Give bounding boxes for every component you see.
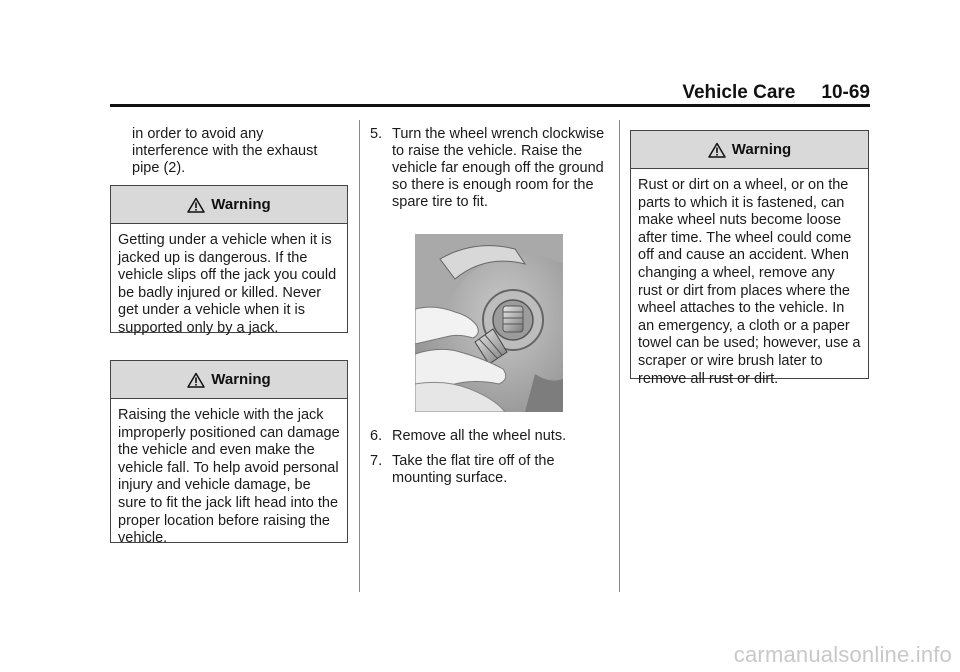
step-number: 7. [370,453,383,469]
step-text: Take the flat tire off of the mounting surface. [392,453,555,486]
warning-body: Getting under a vehicle when it is jacked up is dangerous. If the vehicle slips off the jack you could be badly injured or killed. Never get under a vehicle when it is supported only by a jack. [118,232,337,336]
section-title: Vehicle Care [682,82,796,103]
column-divider-1 [359,120,360,592]
header-rule [110,104,870,107]
warning-box-jacked-vehicle [110,185,348,336]
column-2-lower [370,428,606,487]
warning-title: Warning [731,141,792,158]
warning-triangle-icon [708,142,726,158]
watermark: carmanualsonline.info [733,642,952,667]
intro-paragraph: in order to avoid any interference with the exhaust pipe (2). [132,126,318,176]
warning-header [111,186,347,224]
warning-body: Rust or dirt on a wheel, or on the parts to which it is fastened, can make wheel nuts become loose after time. The wheel could come off and cause an accident. When changing a wheel, remove any rust or dirt from places where the wheel attaches to the vehicle. In an emergency, a cloth or a paper towel can be used; however, use a scraper or wire brush later to remove all rust or dirt. [638,177,861,387]
page-header [110,82,870,106]
step-text: Turn the wheel wrench clockwise to raise the vehicle. Raise the vehicle far enough off the ground so there is enough room for the spare tire to fit. [392,126,605,210]
warning-box-jack-position [110,360,348,547]
step-6 [370,428,606,445]
warning-body: Raising the vehicle with the jack improperly positioned can damage the vehicle and even make the vehicle fall. To help avoid personal injury and vehicle damage, be sure to fit the jack lift head into the proper location before raising the vehicle. [118,407,340,547]
column-divider-2 [619,120,620,592]
warning-triangle-icon [187,372,205,388]
step-text: Remove all the wheel nuts. [392,428,567,444]
warning-header [631,131,868,169]
warning-title: Warning [211,196,271,213]
warning-box-rust-dirt [630,130,869,387]
column-2 [370,126,606,211]
warning-triangle-icon [187,197,205,213]
step-number: 5. [370,126,383,142]
page-number: 10-69 [821,82,870,103]
wheel-nut-removal-photo [415,234,563,412]
step-7 [370,453,606,487]
column-1 [110,126,348,177]
warning-title: Warning [211,371,271,388]
step-number: 6. [370,428,383,444]
step-5 [370,126,606,211]
warning-header [111,361,347,399]
